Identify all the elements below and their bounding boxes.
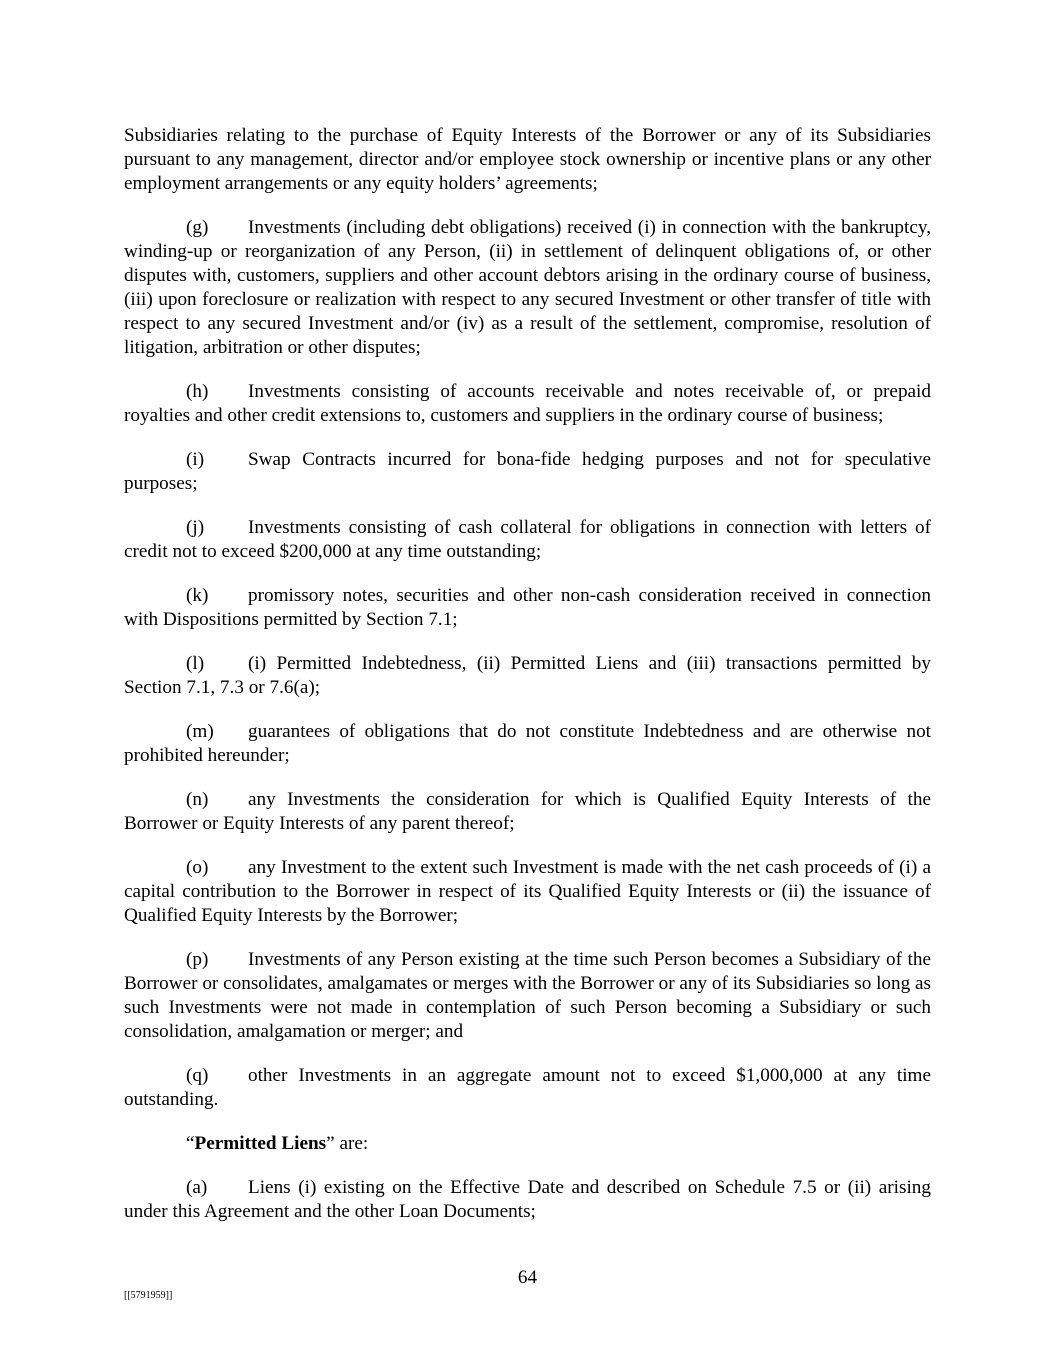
clause-label: (o) — [186, 857, 209, 878]
clause-text: Investments (including debt obligations) received (i) in connection with the bankruptcy, winding-up or reorganization of any Person, (ii) in settlement of delinquent obligations of, or other disputes with, customers, suppliers and other account debtors arising in the ordinary course of business, (iii) upon foreclosure or realization with respect to any secured Investment or other transfer of title with respect to any secured Investment and/or (iv) as a result of the settlement, compromise, resolution of litigation, arbitration or other disputes; — [124, 217, 931, 358]
clause-label: (q) — [186, 1065, 209, 1086]
clause-o — [124, 856, 931, 928]
clause-label: (n) — [186, 789, 209, 810]
clause-text: any Investment to the extent such Investment is made with the net cash proceeds of (i) a capital contribution to the Borrower in respect of its Qualified Equity Interests or (ii) the issuance of Qualified Equity Interests by the Borrower; — [124, 857, 931, 926]
clause-n — [124, 788, 931, 836]
clause-q — [124, 1064, 931, 1112]
liens-clause-a — [124, 1176, 931, 1224]
clause-label: (m) — [186, 721, 214, 742]
clause-h — [124, 380, 931, 428]
clause-m — [124, 720, 931, 768]
clause-text: any Investments the consideration for which is Qualified Equity Interests of the Borrower or Equity Interests of any parent thereof; — [124, 789, 931, 834]
clause-label: (l) — [186, 653, 205, 674]
clause-text: Swap Contracts incurred for bona-fide hedging purposes and not for speculative purposes; — [124, 449, 931, 494]
clause-text: Investments of any Person existing at the time such Person becomes a Subsidiary of the Borrower or consolidates, amalgamates or merges with the Borrower or any of its Subsidiaries so long as such Investments were not made in contemplation of such Person becoming a Subsidiary or such consolidation, amalgamation or merger; and — [124, 949, 931, 1042]
defined-term: Permitted Liens — [194, 1133, 327, 1154]
clause-p — [124, 948, 931, 1044]
clause-label: (j) — [186, 517, 205, 538]
clause-text: (i) Permitted Indebtedness, (ii) Permitted Liens and (iii) transactions permitted by Section 7.1, 7.3 or 7.6(a); — [124, 653, 931, 698]
clause-g — [124, 216, 931, 360]
heading-suffix: ” are: — [326, 1133, 369, 1154]
clause-label: (p) — [186, 949, 209, 970]
clause-label: (g) — [186, 217, 209, 238]
clause-j — [124, 516, 931, 564]
permitted-liens-heading — [124, 1132, 931, 1156]
open-quote: “ — [186, 1133, 195, 1154]
continuation-paragraph: Subsidiaries relating to the purchase of Equity Interests of the Borrower or any of its Subsidiaries pursuant to any management, director and/or employee stock ownership or incentive plans or any other employment arrangements or any equity holders’ agreements; — [124, 125, 931, 194]
clause-k — [124, 584, 931, 632]
clause-label: (h) — [186, 381, 209, 402]
clause-label: (k) — [186, 585, 209, 606]
clause-text: Investments consisting of cash collateral for obligations in connection with letters of credit not to exceed $200,000 at any time outstanding; — [124, 517, 931, 562]
document-body — [124, 124, 931, 1244]
clause-text: promissory notes, securities and other non-cash consideration received in connection with Dispositions permitted by Section 7.1; — [124, 585, 931, 630]
clause-text: guarantees of obligations that do not constitute Indebtedness and are otherwise not prohibited hereunder; — [124, 721, 931, 766]
clause-i — [124, 448, 931, 496]
clause-text: Investments consisting of accounts receivable and notes receivable of, or prepaid royalties and other credit extensions to, customers and suppliers in the ordinary course of business; — [124, 381, 931, 426]
page-number: 64 — [517, 1267, 538, 1288]
document-id: [[5791959]] — [124, 1290, 173, 1301]
clause-label: (i) — [186, 449, 205, 470]
clause-text: other Investments in an aggregate amount not to exceed $1,000,000 at any time outstanding. — [124, 1065, 931, 1110]
clause-label: (a) — [186, 1177, 208, 1198]
clause-text: Liens (i) existing on the Effective Date and described on Schedule 7.5 or (ii) arising under this Agreement and the other Loan Documents; — [124, 1177, 931, 1222]
clause-l — [124, 652, 931, 700]
